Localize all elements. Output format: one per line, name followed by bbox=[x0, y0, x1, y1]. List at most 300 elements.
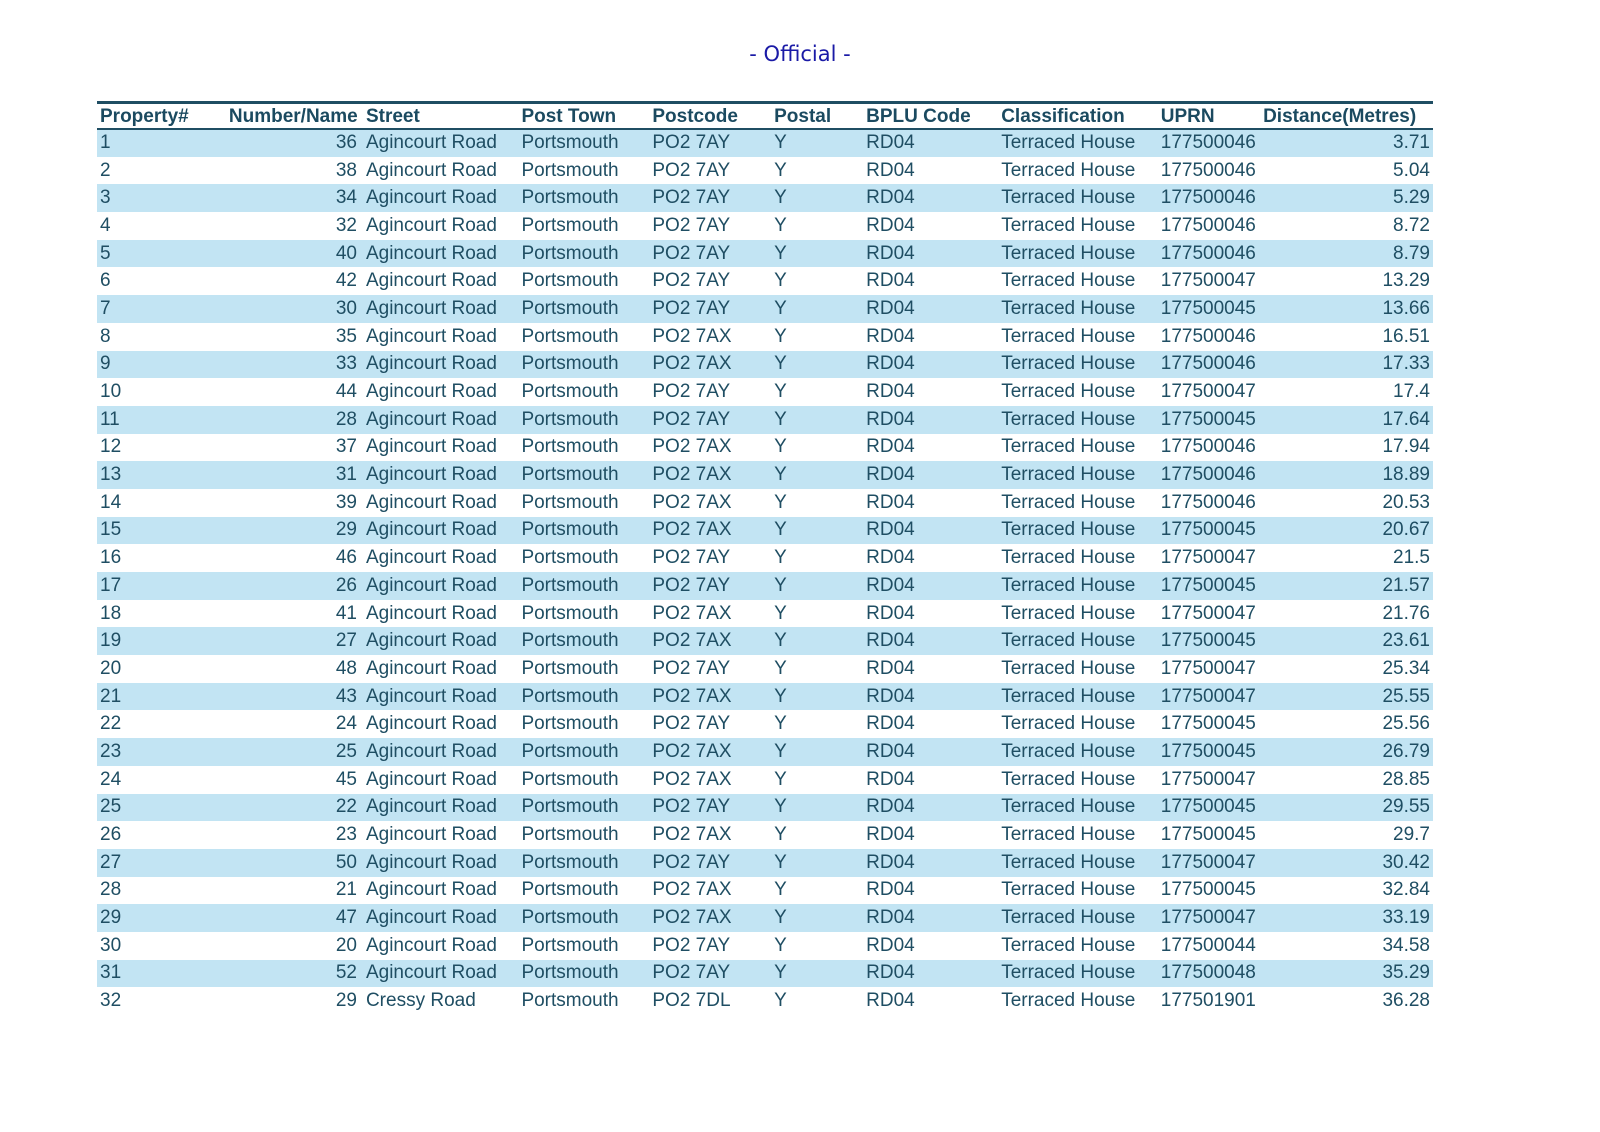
cell-property-number: 26 bbox=[100, 824, 122, 846]
cell-postal: Y bbox=[774, 491, 787, 513]
cell-post-town: Portsmouth bbox=[521, 491, 619, 513]
cell-property-number: 29 bbox=[100, 907, 122, 929]
cell-street: Agincourt Road bbox=[365, 353, 497, 375]
cell-post-town: Portsmouth bbox=[521, 159, 619, 181]
table-row bbox=[97, 240, 1433, 268]
table-row bbox=[97, 849, 1433, 877]
cell-post-town: Portsmouth bbox=[521, 132, 619, 154]
cell-postcode: PO2 7AY bbox=[652, 214, 731, 236]
cell-classification: Terraced House bbox=[1001, 381, 1136, 403]
cell-postal: Y bbox=[774, 547, 787, 569]
cell-number-name: 29 bbox=[335, 519, 357, 541]
cell-postcode: PO2 7AY bbox=[652, 381, 731, 403]
cell-distance: 3.71 bbox=[1393, 132, 1430, 154]
cell-postcode: PO2 7AX bbox=[652, 740, 732, 762]
cell-bplu-code: RD04 bbox=[866, 491, 915, 513]
cell-postal: Y bbox=[774, 297, 787, 319]
cell-property-number: 12 bbox=[100, 436, 122, 458]
cell-post-town: Portsmouth bbox=[521, 630, 619, 652]
cell-postal: Y bbox=[774, 408, 787, 430]
header-number-name: Number/Name bbox=[226, 103, 363, 130]
cell-street: Agincourt Road bbox=[365, 464, 497, 486]
cell-postal: Y bbox=[774, 132, 787, 154]
cell-bplu-code: RD04 bbox=[866, 962, 915, 984]
cell-post-town: Portsmouth bbox=[521, 242, 619, 264]
cell-bplu-code: RD04 bbox=[866, 602, 915, 624]
cell-postcode: PO2 7AX bbox=[652, 602, 732, 624]
cell-classification: Terraced House bbox=[1001, 657, 1136, 679]
cell-classification: Terraced House bbox=[1001, 990, 1136, 1012]
table-row bbox=[97, 517, 1433, 545]
cell-bplu-code: RD04 bbox=[866, 187, 915, 209]
cell-postal: Y bbox=[774, 464, 787, 486]
cell-distance: 29.55 bbox=[1382, 796, 1430, 818]
cell-property-number: 3 bbox=[100, 187, 111, 209]
cell-number-name: 24 bbox=[335, 713, 357, 735]
cell-classification: Terraced House bbox=[1001, 768, 1136, 790]
cell-property-number: 4 bbox=[100, 214, 111, 236]
cell-distance: 5.04 bbox=[1393, 159, 1430, 181]
cell-distance: 13.29 bbox=[1382, 270, 1430, 292]
cell-classification: Terraced House bbox=[1001, 879, 1136, 901]
cell-number-name: 50 bbox=[335, 851, 357, 873]
cell-street: Agincourt Road bbox=[365, 824, 497, 846]
cell-property-number: 5 bbox=[100, 242, 111, 264]
cell-postcode: PO2 7AY bbox=[652, 851, 731, 873]
cell-number-name: 33 bbox=[335, 353, 357, 375]
cell-distance: 20.67 bbox=[1382, 519, 1430, 541]
header-classification: Classification bbox=[998, 103, 1158, 130]
cell-post-town: Portsmouth bbox=[521, 796, 619, 818]
cell-uprn: 177500046 bbox=[1160, 132, 1256, 154]
cell-street: Agincourt Road bbox=[365, 713, 497, 735]
cell-classification: Terraced House bbox=[1001, 574, 1136, 596]
cell-uprn: 177500045 bbox=[1160, 519, 1256, 541]
cell-number-name: 26 bbox=[335, 574, 357, 596]
cell-bplu-code: RD04 bbox=[866, 657, 915, 679]
cell-property-number: 21 bbox=[100, 685, 122, 707]
cell-postal: Y bbox=[774, 270, 787, 292]
header-postcode: Postcode bbox=[649, 103, 771, 130]
cell-uprn: 177500047 bbox=[1160, 270, 1256, 292]
cell-bplu-code: RD04 bbox=[866, 381, 915, 403]
cell-postcode: PO2 7AY bbox=[652, 297, 731, 319]
cell-uprn: 177500045 bbox=[1160, 574, 1256, 596]
cell-post-town: Portsmouth bbox=[521, 574, 619, 596]
cell-distance: 36.28 bbox=[1382, 990, 1430, 1012]
cell-street: Agincourt Road bbox=[365, 685, 497, 707]
cell-number-name: 37 bbox=[335, 436, 357, 458]
header-bplu-code: BPLU Code bbox=[863, 103, 998, 130]
cell-property-number: 8 bbox=[100, 325, 111, 347]
cell-number-name: 23 bbox=[335, 824, 357, 846]
cell-distance: 29.7 bbox=[1393, 824, 1430, 846]
cell-postcode: PO2 7AY bbox=[652, 187, 731, 209]
cell-post-town: Portsmouth bbox=[521, 907, 619, 929]
cell-postcode: PO2 7AX bbox=[652, 879, 732, 901]
cell-property-number: 15 bbox=[100, 519, 122, 541]
cell-postal: Y bbox=[774, 159, 787, 181]
table-row bbox=[97, 489, 1433, 517]
cell-uprn: 177500047 bbox=[1160, 685, 1256, 707]
cell-property-number: 1 bbox=[100, 132, 111, 154]
cell-classification: Terraced House bbox=[1001, 519, 1136, 541]
cell-bplu-code: RD04 bbox=[866, 740, 915, 762]
cell-property-number: 27 bbox=[100, 851, 122, 873]
cell-number-name: 38 bbox=[335, 159, 357, 181]
cell-postal: Y bbox=[774, 602, 787, 624]
cell-property-number: 20 bbox=[100, 657, 122, 679]
table-row bbox=[97, 572, 1433, 600]
table-row bbox=[97, 877, 1433, 905]
cell-distance: 20.53 bbox=[1382, 491, 1430, 513]
cell-street: Agincourt Road bbox=[365, 630, 497, 652]
cell-postal: Y bbox=[774, 657, 787, 679]
cell-distance: 17.94 bbox=[1382, 436, 1430, 458]
table-row bbox=[97, 406, 1433, 434]
cell-number-name: 43 bbox=[335, 685, 357, 707]
cell-postcode: PO2 7AX bbox=[652, 325, 732, 347]
cell-post-town: Portsmouth bbox=[521, 353, 619, 375]
cell-number-name: 46 bbox=[335, 547, 357, 569]
table-row bbox=[97, 794, 1433, 822]
cell-street: Agincourt Road bbox=[365, 214, 497, 236]
cell-postal: Y bbox=[774, 353, 787, 375]
table-row bbox=[97, 212, 1433, 240]
cell-bplu-code: RD04 bbox=[866, 436, 915, 458]
cell-bplu-code: RD04 bbox=[866, 685, 915, 707]
cell-postal: Y bbox=[774, 934, 787, 956]
cell-number-name: 45 bbox=[335, 768, 357, 790]
cell-number-name: 48 bbox=[335, 657, 357, 679]
cell-number-name: 22 bbox=[335, 796, 357, 818]
cell-classification: Terraced House bbox=[1001, 436, 1136, 458]
cell-postal: Y bbox=[774, 962, 787, 984]
cell-uprn: 177500047 bbox=[1160, 602, 1256, 624]
table-row bbox=[97, 738, 1433, 766]
cell-post-town: Portsmouth bbox=[521, 519, 619, 541]
cell-uprn: 177500046 bbox=[1160, 353, 1256, 375]
cell-street: Agincourt Road bbox=[365, 381, 497, 403]
cell-bplu-code: RD04 bbox=[866, 934, 915, 956]
cell-bplu-code: RD04 bbox=[866, 159, 915, 181]
cell-number-name: 28 bbox=[335, 408, 357, 430]
cell-post-town: Portsmouth bbox=[521, 685, 619, 707]
cell-postal: Y bbox=[774, 740, 787, 762]
cell-uprn: 177500045 bbox=[1160, 713, 1256, 735]
cell-postal: Y bbox=[774, 381, 787, 403]
cell-postal: Y bbox=[774, 574, 787, 596]
cell-classification: Terraced House bbox=[1001, 187, 1136, 209]
cell-bplu-code: RD04 bbox=[866, 353, 915, 375]
cell-property-number: 11 bbox=[100, 408, 120, 430]
protective-marking: - Official - bbox=[749, 42, 851, 66]
cell-classification: Terraced House bbox=[1001, 464, 1136, 486]
header-distance: Distance(Metres) bbox=[1260, 103, 1433, 130]
cell-property-number: 6 bbox=[100, 270, 111, 292]
cell-post-town: Portsmouth bbox=[521, 436, 619, 458]
cell-classification: Terraced House bbox=[1001, 159, 1136, 181]
cell-classification: Terraced House bbox=[1001, 740, 1136, 762]
cell-classification: Terraced House bbox=[1001, 602, 1136, 624]
cell-street: Agincourt Road bbox=[365, 879, 497, 901]
cell-number-name: 27 bbox=[335, 630, 357, 652]
header-uprn: UPRN bbox=[1158, 103, 1260, 130]
cell-distance: 21.57 bbox=[1382, 574, 1430, 596]
cell-classification: Terraced House bbox=[1001, 685, 1136, 707]
cell-distance: 21.5 bbox=[1393, 547, 1430, 569]
table-row bbox=[97, 461, 1433, 489]
cell-uprn: 177500047 bbox=[1160, 907, 1256, 929]
cell-bplu-code: RD04 bbox=[866, 630, 915, 652]
cell-street: Cressy Road bbox=[365, 990, 476, 1012]
cell-postcode: PO2 7AX bbox=[652, 353, 732, 375]
cell-street: Agincourt Road bbox=[365, 159, 497, 181]
cell-uprn: 177500046 bbox=[1160, 242, 1256, 264]
cell-postal: Y bbox=[774, 824, 787, 846]
cell-uprn: 177500045 bbox=[1160, 824, 1256, 846]
cell-street: Agincourt Road bbox=[365, 602, 497, 624]
cell-postcode: PO2 7AX bbox=[652, 685, 732, 707]
cell-street: Agincourt Road bbox=[365, 187, 497, 209]
table-row bbox=[97, 655, 1433, 683]
cell-street: Agincourt Road bbox=[365, 657, 497, 679]
cell-property-number: 7 bbox=[100, 297, 111, 319]
cell-uprn: 177500045 bbox=[1160, 796, 1256, 818]
cell-property-number: 32 bbox=[100, 990, 122, 1012]
property-table bbox=[97, 101, 1433, 1015]
cell-distance: 28.85 bbox=[1382, 768, 1430, 790]
header-property-number: Property# bbox=[97, 103, 226, 130]
cell-postcode: PO2 7AX bbox=[652, 907, 732, 929]
cell-post-town: Portsmouth bbox=[521, 657, 619, 679]
cell-uprn: 177500046 bbox=[1160, 464, 1256, 486]
header-row bbox=[97, 103, 1433, 130]
cell-number-name: 25 bbox=[335, 740, 357, 762]
cell-bplu-code: RD04 bbox=[866, 297, 915, 319]
table-row bbox=[97, 821, 1433, 849]
cell-uprn: 177500046 bbox=[1160, 187, 1256, 209]
cell-property-number: 23 bbox=[100, 740, 122, 762]
cell-classification: Terraced House bbox=[1001, 962, 1136, 984]
cell-property-number: 24 bbox=[100, 768, 122, 790]
cell-bplu-code: RD04 bbox=[866, 851, 915, 873]
cell-distance: 8.72 bbox=[1393, 214, 1430, 236]
table-row bbox=[97, 323, 1433, 351]
cell-post-town: Portsmouth bbox=[521, 934, 619, 956]
cell-distance: 8.79 bbox=[1393, 242, 1430, 264]
cell-distance: 13.66 bbox=[1382, 297, 1430, 319]
cell-uprn: 177500044 bbox=[1160, 934, 1256, 956]
cell-distance: 30.42 bbox=[1382, 851, 1430, 873]
cell-bplu-code: RD04 bbox=[866, 547, 915, 569]
cell-classification: Terraced House bbox=[1001, 630, 1136, 652]
cell-post-town: Portsmouth bbox=[521, 464, 619, 486]
cell-number-name: 52 bbox=[335, 962, 357, 984]
cell-postcode: PO2 7AY bbox=[652, 159, 731, 181]
cell-street: Agincourt Road bbox=[365, 907, 497, 929]
cell-postcode: PO2 7AX bbox=[652, 768, 732, 790]
cell-bplu-code: RD04 bbox=[866, 270, 915, 292]
cell-post-town: Portsmouth bbox=[521, 408, 619, 430]
cell-number-name: 39 bbox=[335, 491, 357, 513]
cell-number-name: 42 bbox=[335, 270, 357, 292]
cell-post-town: Portsmouth bbox=[521, 879, 619, 901]
cell-post-town: Portsmouth bbox=[521, 740, 619, 762]
cell-postcode: PO2 7AY bbox=[652, 408, 731, 430]
table-row bbox=[97, 683, 1433, 711]
cell-distance: 34.58 bbox=[1382, 934, 1430, 956]
cell-property-number: 30 bbox=[100, 934, 122, 956]
cell-distance: 25.34 bbox=[1382, 657, 1430, 679]
cell-uprn: 177500047 bbox=[1160, 381, 1256, 403]
cell-post-town: Portsmouth bbox=[521, 381, 619, 403]
cell-street: Agincourt Road bbox=[365, 934, 497, 956]
cell-classification: Terraced House bbox=[1001, 242, 1136, 264]
cell-property-number: 18 bbox=[100, 602, 122, 624]
cell-classification: Terraced House bbox=[1001, 934, 1136, 956]
cell-classification: Terraced House bbox=[1001, 297, 1136, 319]
cell-postcode: PO2 7AY bbox=[652, 242, 731, 264]
cell-property-number: 17 bbox=[100, 574, 122, 596]
cell-postal: Y bbox=[774, 325, 787, 347]
cell-classification: Terraced House bbox=[1001, 408, 1136, 430]
cell-distance: 25.55 bbox=[1382, 685, 1430, 707]
cell-distance: 16.51 bbox=[1382, 325, 1430, 347]
cell-street: Agincourt Road bbox=[365, 242, 497, 264]
cell-street: Agincourt Road bbox=[365, 851, 497, 873]
cell-postal: Y bbox=[774, 436, 787, 458]
cell-bplu-code: RD04 bbox=[866, 879, 915, 901]
cell-property-number: 28 bbox=[100, 879, 122, 901]
table-row bbox=[97, 710, 1433, 738]
cell-postal: Y bbox=[774, 214, 787, 236]
cell-distance: 17.4 bbox=[1393, 381, 1430, 403]
cell-number-name: 34 bbox=[335, 187, 357, 209]
cell-postal: Y bbox=[774, 187, 787, 209]
cell-street: Agincourt Road bbox=[365, 408, 497, 430]
cell-property-number: 13 bbox=[100, 464, 122, 486]
cell-bplu-code: RD04 bbox=[866, 824, 915, 846]
cell-post-town: Portsmouth bbox=[521, 962, 619, 984]
cell-postcode: PO2 7AX bbox=[652, 519, 732, 541]
header-postal: Postal bbox=[771, 103, 863, 130]
cell-classification: Terraced House bbox=[1001, 270, 1136, 292]
cell-postcode: PO2 7AY bbox=[652, 132, 731, 154]
table-row bbox=[97, 351, 1433, 379]
cell-uprn: 177501901 bbox=[1160, 990, 1256, 1012]
cell-street: Agincourt Road bbox=[365, 325, 497, 347]
cell-postcode: PO2 7AY bbox=[652, 713, 731, 735]
cell-post-town: Portsmouth bbox=[521, 713, 619, 735]
cell-postcode: PO2 7DL bbox=[652, 990, 731, 1012]
cell-postcode: PO2 7AY bbox=[652, 574, 731, 596]
cell-property-number: 16 bbox=[100, 547, 122, 569]
cell-number-name: 30 bbox=[335, 297, 357, 319]
cell-street: Agincourt Road bbox=[365, 768, 497, 790]
cell-postal: Y bbox=[774, 685, 787, 707]
cell-bplu-code: RD04 bbox=[866, 325, 915, 347]
cell-number-name: 40 bbox=[335, 242, 357, 264]
cell-street: Agincourt Road bbox=[365, 436, 497, 458]
cell-number-name: 20 bbox=[335, 934, 357, 956]
cell-classification: Terraced House bbox=[1001, 214, 1136, 236]
cell-post-town: Portsmouth bbox=[521, 214, 619, 236]
cell-post-town: Portsmouth bbox=[521, 602, 619, 624]
table-row bbox=[97, 434, 1433, 462]
cell-post-town: Portsmouth bbox=[521, 547, 619, 569]
table-row bbox=[97, 267, 1433, 295]
cell-bplu-code: RD04 bbox=[866, 519, 915, 541]
table-row bbox=[97, 904, 1433, 932]
cell-postcode: PO2 7AX bbox=[652, 824, 732, 846]
cell-property-number: 25 bbox=[100, 796, 122, 818]
header-street: Street bbox=[363, 103, 518, 130]
table-row bbox=[97, 960, 1433, 988]
cell-uprn: 177500047 bbox=[1160, 768, 1256, 790]
cell-uprn: 177500045 bbox=[1160, 297, 1256, 319]
cell-uprn: 177500045 bbox=[1160, 630, 1256, 652]
cell-property-number: 10 bbox=[100, 381, 122, 403]
cell-uprn: 177500046 bbox=[1160, 214, 1256, 236]
cell-uprn: 177500048 bbox=[1160, 962, 1256, 984]
cell-postal: Y bbox=[774, 630, 787, 652]
cell-distance: 17.33 bbox=[1382, 353, 1430, 375]
cell-street: Agincourt Road bbox=[365, 519, 497, 541]
cell-distance: 21.76 bbox=[1382, 602, 1430, 624]
cell-classification: Terraced House bbox=[1001, 713, 1136, 735]
cell-distance: 35.29 bbox=[1382, 962, 1430, 984]
cell-number-name: 35 bbox=[335, 325, 357, 347]
cell-distance: 17.64 bbox=[1382, 408, 1430, 430]
cell-street: Agincourt Road bbox=[365, 740, 497, 762]
cell-property-number: 19 bbox=[100, 630, 122, 652]
cell-classification: Terraced House bbox=[1001, 491, 1136, 513]
cell-number-name: 32 bbox=[335, 214, 357, 236]
cell-post-town: Portsmouth bbox=[521, 824, 619, 846]
cell-classification: Terraced House bbox=[1001, 132, 1136, 154]
cell-postcode: PO2 7AY bbox=[652, 796, 731, 818]
cell-street: Agincourt Road bbox=[365, 270, 497, 292]
cell-postcode: PO2 7AY bbox=[652, 657, 731, 679]
cell-postal: Y bbox=[774, 713, 787, 735]
cell-uprn: 177500045 bbox=[1160, 408, 1256, 430]
cell-classification: Terraced House bbox=[1001, 824, 1136, 846]
cell-property-number: 2 bbox=[100, 159, 111, 181]
cell-classification: Terraced House bbox=[1001, 851, 1136, 873]
table-row bbox=[97, 932, 1433, 960]
cell-postal: Y bbox=[774, 768, 787, 790]
cell-distance: 18.89 bbox=[1382, 464, 1430, 486]
cell-property-number: 31 bbox=[100, 962, 122, 984]
cell-postcode: PO2 7AY bbox=[652, 962, 731, 984]
cell-postal: Y bbox=[774, 519, 787, 541]
cell-post-town: Portsmouth bbox=[521, 851, 619, 873]
cell-post-town: Portsmouth bbox=[521, 270, 619, 292]
cell-distance: 5.29 bbox=[1393, 187, 1430, 209]
cell-street: Agincourt Road bbox=[365, 132, 497, 154]
cell-property-number: 9 bbox=[100, 353, 111, 375]
cell-classification: Terraced House bbox=[1001, 325, 1136, 347]
cell-distance: 33.19 bbox=[1382, 907, 1430, 929]
cell-bplu-code: RD04 bbox=[866, 214, 915, 236]
cell-uprn: 177500046 bbox=[1160, 159, 1256, 181]
cell-bplu-code: RD04 bbox=[866, 132, 915, 154]
cell-postcode: PO2 7AX bbox=[652, 464, 732, 486]
cell-bplu-code: RD04 bbox=[866, 907, 915, 929]
cell-postal: Y bbox=[774, 796, 787, 818]
cell-number-name: 21 bbox=[335, 879, 357, 901]
